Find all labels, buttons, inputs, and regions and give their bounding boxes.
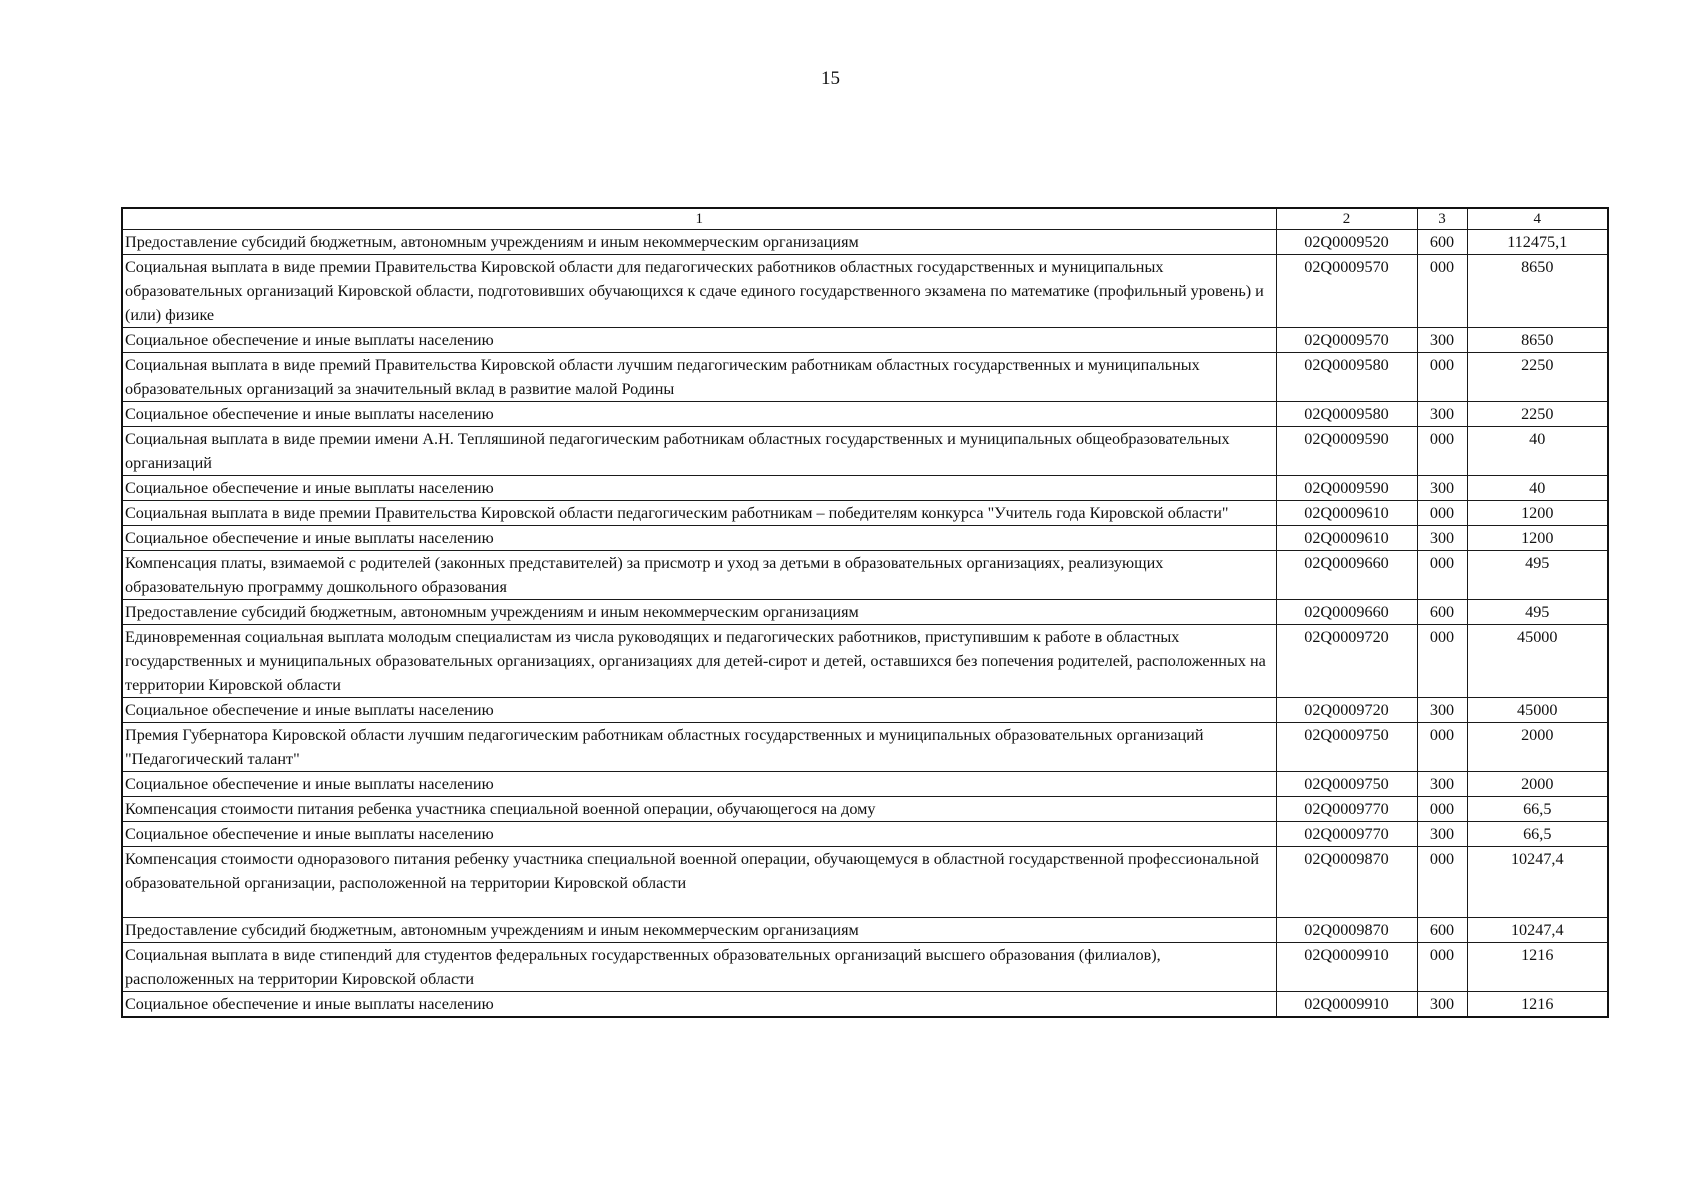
row-code-cell: 02Q0009750 [1276, 772, 1417, 797]
table-row [122, 625, 1608, 698]
header-col-3: 3 [1417, 208, 1467, 230]
row-type-cell: 600 [1417, 600, 1467, 625]
row-amount-cell: 495 [1467, 551, 1608, 600]
row-type-cell: 300 [1417, 822, 1467, 847]
row-name-cell: Социальное обеспечение и иные выплаты населению [122, 328, 1276, 353]
row-amount-cell: 1216 [1467, 992, 1608, 1018]
row-name-cell: Социальное обеспечение и иные выплаты населению [122, 476, 1276, 501]
table-row [122, 943, 1608, 992]
row-amount-cell: 66,5 [1467, 797, 1608, 822]
row-code-cell: 02Q0009910 [1276, 992, 1417, 1018]
row-amount-cell: 2000 [1467, 772, 1608, 797]
row-name-cell: Социальная выплата в виде стипендий для студентов федеральных государственных образовательных организаций высшего образования (филиалов), расположенных на территории Кировской области [122, 943, 1276, 992]
row-amount-cell: 2250 [1467, 353, 1608, 402]
row-name-cell: Предоставление субсидий бюджетным, автономным учреждениям и иным некоммерческим организациям [122, 600, 1276, 625]
table-row [122, 992, 1608, 1018]
row-code-cell: 02Q0009770 [1276, 797, 1417, 822]
table-row [122, 918, 1608, 943]
row-amount-cell: 8650 [1467, 255, 1608, 328]
row-type-cell: 300 [1417, 772, 1467, 797]
row-code-cell: 02Q0009520 [1276, 230, 1417, 255]
row-amount-cell: 1200 [1467, 526, 1608, 551]
header-col-1: 1 [122, 208, 1276, 230]
table-row [122, 847, 1608, 918]
row-code-cell: 02Q0009590 [1276, 427, 1417, 476]
row-name-cell: Компенсация стоимости одноразового питания ребенку участника специальной военной операции, обучающемуся в областной государственной профессиональной образовательной организации, расположенной на территории Кировской области [122, 847, 1276, 918]
row-code-cell: 02Q0009910 [1276, 943, 1417, 992]
row-name-cell: Социальная выплата в виде премии Правительства Кировской области для педагогических работников областных государственных и муниципальных образовательных организаций Кировской области, подготовивших обучающихся к сдаче единого государственного экзамена по математике (профильный уровень) и (или) физике [122, 255, 1276, 328]
table-row [122, 797, 1608, 822]
row-type-cell: 000 [1417, 255, 1467, 328]
row-amount-cell: 10247,4 [1467, 847, 1608, 918]
table-row [122, 723, 1608, 772]
row-name-cell: Социальное обеспечение и иные выплаты населению [122, 992, 1276, 1018]
table-row [122, 526, 1608, 551]
row-amount-cell: 45000 [1467, 698, 1608, 723]
row-code-cell: 02Q0009870 [1276, 847, 1417, 918]
row-code-cell: 02Q0009870 [1276, 918, 1417, 943]
table-row [122, 501, 1608, 526]
row-type-cell: 600 [1417, 230, 1467, 255]
table-row [122, 427, 1608, 476]
row-amount-cell: 495 [1467, 600, 1608, 625]
table-row [122, 822, 1608, 847]
row-code-cell: 02Q0009580 [1276, 402, 1417, 427]
row-code-cell: 02Q0009660 [1276, 551, 1417, 600]
row-amount-cell: 10247,4 [1467, 918, 1608, 943]
row-code-cell: 02Q0009660 [1276, 600, 1417, 625]
table-row [122, 698, 1608, 723]
header-col-4: 4 [1467, 208, 1608, 230]
row-code-cell: 02Q0009610 [1276, 501, 1417, 526]
row-type-cell: 000 [1417, 551, 1467, 600]
row-code-cell: 02Q0009770 [1276, 822, 1417, 847]
row-name-cell: Социальное обеспечение и иные выплаты населению [122, 526, 1276, 551]
header-row [122, 208, 1608, 230]
table-row [122, 230, 1608, 255]
row-amount-cell: 40 [1467, 476, 1608, 501]
row-code-cell: 02Q0009590 [1276, 476, 1417, 501]
row-name-cell: Социальная выплата в виде премии Правительства Кировской области педагогическим работникам – победителям конкурса "Учитель года Кировской области" [122, 501, 1276, 526]
table-row [122, 255, 1608, 328]
row-amount-cell: 2250 [1467, 402, 1608, 427]
row-type-cell: 000 [1417, 797, 1467, 822]
row-code-cell: 02Q0009580 [1276, 353, 1417, 402]
page-number: 15 [821, 68, 840, 89]
row-code-cell: 02Q0009570 [1276, 328, 1417, 353]
table-row [122, 353, 1608, 402]
row-name-cell: Социальная выплата в виде премий Правительства Кировской области лучшим педагогическим работникам областных государственных и муниципальных образовательных организаций за значительный вклад в развитие малой Родины [122, 353, 1276, 402]
row-name-cell: Социальное обеспечение и иные выплаты населению [122, 772, 1276, 797]
header-col-2: 2 [1276, 208, 1417, 230]
row-type-cell: 300 [1417, 476, 1467, 501]
row-code-cell: 02Q0009720 [1276, 698, 1417, 723]
row-amount-cell: 66,5 [1467, 822, 1608, 847]
row-type-cell: 000 [1417, 427, 1467, 476]
row-type-cell: 000 [1417, 723, 1467, 772]
row-code-cell: 02Q0009750 [1276, 723, 1417, 772]
row-type-cell: 000 [1417, 625, 1467, 698]
table-row [122, 772, 1608, 797]
table-row [122, 551, 1608, 600]
row-name-cell: Единовременная социальная выплата молодым специалистам из числа руководящих и педагогических работников, приступившим к работе в областных государственных и муниципальных образовательных организациях, организациях для детей-сирот и детей, оставшихся без попечения родителей, расположенных на территории Кировской области [122, 625, 1276, 698]
row-code-cell: 02Q0009570 [1276, 255, 1417, 328]
row-type-cell: 300 [1417, 526, 1467, 551]
row-name-cell: Социальная выплата в виде премии имени А.Н. Тепляшиной педагогическим работникам областных государственных и муниципальных общеобразовательных организаций [122, 427, 1276, 476]
row-type-cell: 000 [1417, 847, 1467, 918]
row-amount-cell: 2000 [1467, 723, 1608, 772]
table-row [122, 328, 1608, 353]
row-amount-cell: 1216 [1467, 943, 1608, 992]
row-name-cell: Социальное обеспечение и иные выплаты населению [122, 698, 1276, 723]
row-type-cell: 000 [1417, 353, 1467, 402]
table-row [122, 476, 1608, 501]
row-amount-cell: 8650 [1467, 328, 1608, 353]
table-row [122, 600, 1608, 625]
row-name-cell: Компенсация платы, взимаемой с родителей (законных представителей) за присмотр и уход за детьми в образовательных организациях, реализующих образовательную программу дошкольного образования [122, 551, 1276, 600]
row-code-cell: 02Q0009720 [1276, 625, 1417, 698]
row-name-cell: Социальное обеспечение и иные выплаты населению [122, 822, 1276, 847]
row-amount-cell: 45000 [1467, 625, 1608, 698]
row-amount-cell: 1200 [1467, 501, 1608, 526]
row-type-cell: 300 [1417, 402, 1467, 427]
row-type-cell: 000 [1417, 501, 1467, 526]
table-row [122, 402, 1608, 427]
row-type-cell: 300 [1417, 328, 1467, 353]
row-type-cell: 000 [1417, 943, 1467, 992]
row-type-cell: 300 [1417, 698, 1467, 723]
budget-table [121, 207, 1609, 1018]
row-code-cell: 02Q0009610 [1276, 526, 1417, 551]
row-name-cell: Предоставление субсидий бюджетным, автономным учреждениям и иным некоммерческим организациям [122, 230, 1276, 255]
row-name-cell: Компенсация стоимости питания ребенка участника специальной военной операции, обучающегося на дому [122, 797, 1276, 822]
row-name-cell: Премия Губернатора Кировской области лучшим педагогическим работникам областных государственных и муниципальных образовательных организаций "Педагогический талант" [122, 723, 1276, 772]
row-amount-cell: 112475,1 [1467, 230, 1608, 255]
row-name-cell: Предоставление субсидий бюджетным, автономным учреждениям и иным некоммерческим организациям [122, 918, 1276, 943]
row-name-cell: Социальное обеспечение и иные выплаты населению [122, 402, 1276, 427]
row-type-cell: 300 [1417, 992, 1467, 1018]
row-amount-cell: 40 [1467, 427, 1608, 476]
row-type-cell: 600 [1417, 918, 1467, 943]
